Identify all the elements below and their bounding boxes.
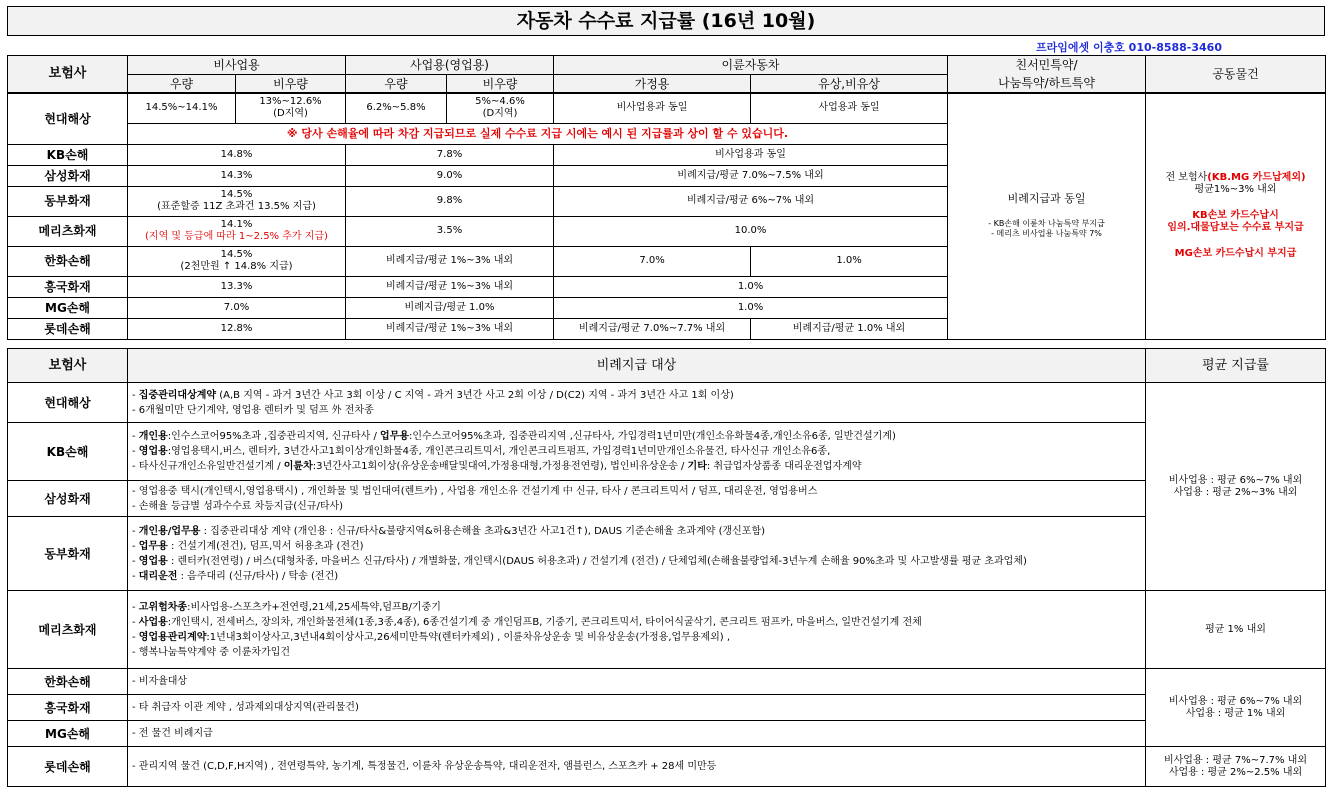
target-text: : 건설기계(전건), 덤프,믹서 허용초과 (전건) bbox=[167, 540, 364, 552]
cell: 비사업용과 동일 bbox=[554, 93, 751, 123]
target-text: : 음주대리 (신규/타사) / 탁송 (전건) bbox=[177, 570, 339, 582]
target-bold: 사업용 bbox=[138, 616, 168, 628]
header-target: 비례지급 대상 bbox=[128, 349, 1146, 383]
cell: 12.8% bbox=[128, 318, 346, 339]
cell: 1.0% bbox=[554, 297, 948, 318]
insurer-name: 롯데손해 bbox=[8, 747, 128, 787]
special-cell bbox=[948, 93, 1146, 339]
cell: 비례지급/평균 7.0%~7.7% 내외 bbox=[554, 318, 751, 339]
insurer-name: 삼성화재 bbox=[8, 165, 128, 186]
target-cell: - 비자율대상 bbox=[128, 669, 1146, 695]
insurer-name: 삼성화재 bbox=[8, 481, 128, 517]
target-text: 비자율대상 bbox=[138, 676, 188, 687]
target-text: : 취급업자상품종 대리운전업자계약 bbox=[706, 461, 862, 472]
header-biz: 사업용(영업용) bbox=[346, 56, 554, 75]
cell: 사업용과 동일 bbox=[751, 93, 948, 123]
cell: 비례지급/평균 6%~7% 내외 bbox=[554, 186, 948, 216]
page-title: 자동차 수수료 지급률 (16년 10월) bbox=[7, 6, 1325, 36]
insurer-name: 메리츠화재 bbox=[8, 216, 128, 246]
cell bbox=[128, 216, 346, 246]
joint-text: 평균1%~3% 내외 bbox=[1194, 184, 1277, 196]
cell-line: (지역 및 등급에 따라 1~2.5% 추가 지급) bbox=[145, 231, 328, 242]
cell: 비례지급/평균 1.0% 내외 bbox=[751, 318, 948, 339]
special-main: 비례지급과 동일 bbox=[1007, 192, 1086, 206]
target-bold: 영업용관리계약 bbox=[138, 631, 207, 643]
cell: 14.8% bbox=[128, 144, 346, 165]
target-bold: 업무용 bbox=[138, 540, 168, 552]
cell: 비례지급/평균 7.0%~7.5% 내외 bbox=[554, 165, 948, 186]
sub-good: 우량 bbox=[128, 75, 236, 94]
commission-rate-table bbox=[7, 55, 1326, 340]
header-special: 친서민특약/ 나눔특약/하트특약 bbox=[948, 56, 1146, 94]
target-text: : 집중관리대상 계약 (개인용 : 신규/타사&불량지역&허용손해율 초과&3년간 사고1건↑), DAUS 기준손해율 초과계약 (갱신포함) bbox=[200, 525, 766, 537]
target-text: :1년내3회이상사고,3년내4회이상사고,26세미만특약(렌터카제외) , 이륜차유상운송 및 비유상운송(가정용,업무용제외) , bbox=[206, 631, 731, 643]
target-text: 행복나눔특약계약 중 이륜차가입건 bbox=[138, 646, 291, 658]
cell: 7.8% bbox=[346, 144, 554, 165]
proportional-payment-table bbox=[7, 348, 1326, 787]
cell: 14.3% bbox=[128, 165, 346, 186]
cell: 10.0% bbox=[554, 216, 948, 246]
target-cell: - 집중관리대상계약 (A,B 지역 - 과거 3년간 사고 3회 이상 / C 지역 - 과거 3년간 사고 2회 이상 / D(C2) 지역 - 과거 3년간 사고 1회 이상) - 6개월미만 단기계약, 영업용 렌터카 및 덤프 外 전차종 bbox=[128, 383, 1146, 423]
cell: 9.8% bbox=[346, 186, 554, 216]
cell bbox=[128, 186, 346, 216]
insurer-name: 동부화재 bbox=[8, 517, 128, 591]
target-text: 관리지역 물건 (C,D,F,H지역) , 전연령특약, 농기계, 특정물건, 이륜차 유상운송특약, 대리운전자, 앰블런스, 스포츠카 + 28세 미만등 bbox=[138, 761, 717, 772]
header-nonbiz: 비사업용 bbox=[128, 56, 346, 75]
header-insurer: 보험사 bbox=[8, 349, 128, 383]
cell: 7.0% bbox=[128, 297, 346, 318]
cell: 9.0% bbox=[346, 165, 554, 186]
target-cell: - 전 물건 비례지급 bbox=[128, 721, 1146, 747]
target-text: 영업용중 택시(개인택시,영업용택시) , 개인화물 및 법인대여(렌트카) , 사업용 개인소유 건설기계 中 신규, 타사 / 콘크리트믹서 / 덤프, 대리운전, 영업용버스 bbox=[138, 485, 818, 497]
cell: 1.0% bbox=[554, 276, 948, 297]
target-cell: - 고위험차종:비사업용-스포츠카+전연령,21세,25세특약,덤프B/기중기 - 사업용:개인택시, 전세버스, 장의차, 개인화물전체(1종,3종,4종), 6종건설기계 중 개인덤프B, 기중기, 콘크리트믹서, 타이어식굴삭기, 콘크리트 펌프카, 마을버스, 일반건설기계 전체 - 영업용관리계약:1년내3회이상사고,3년내4회이상사고,26세미만특약(렌터카제외) , 이륜차유상운송 및 비유상운송(가정용,업무용제외) , - 행복나눔특약계약 중 이륜차가입건 bbox=[128, 591, 1146, 669]
target-text: :개인택시, 전세버스, 장의차, 개인화물전체(1종,3종,4종), 6종건설기계 중 개인덤프B, 기중기, 콘크리트믹서, 타이어식굴삭기, 콘크리트 펌프카, 마을버스, 일반건설기계 전체 bbox=[167, 616, 922, 628]
insurer-name: KB손해 bbox=[8, 423, 128, 481]
joint-text: KB손보 카드수납시 bbox=[1192, 210, 1279, 222]
insurer-name: 롯데손해 bbox=[8, 318, 128, 339]
cell-line: (표준할증 11Z 초과건 13.5% 지급) bbox=[157, 201, 316, 212]
cell-line: (D지역) bbox=[482, 108, 518, 120]
target-text: 전 물건 비례지급 bbox=[138, 728, 213, 739]
target-text: :영업용택시,버스, 렌터카, 3년간사고1회이상개인화물4종, 개인콘크리트믹서, 개인콘크리트펌프, 가입경력1년미만개인소유물건, 타사신규 개인소유6종, bbox=[167, 446, 831, 457]
cell: 13.3% bbox=[128, 276, 346, 297]
avg-text: 사업용 : 평균 1% 내외 bbox=[1185, 707, 1286, 719]
joint-cell bbox=[1146, 93, 1326, 339]
cell bbox=[447, 93, 554, 123]
header-insurer: 보험사 bbox=[8, 56, 128, 94]
avg-cell bbox=[1146, 591, 1326, 669]
target-cell: - 개인용:인수스코어95%초과 ,집중관리지역, 신규타사 / 업무용:인수스코어95%초과, 집중관리지역 ,신규타사, 가입경력1년미만(개인소유화물4종,개인소유6종, 일반건설기계) - 영업용:영업용택시,버스, 렌터카, 3년간사고1회이상개인화물4종, 개인콘크리트믹서, 개인콘크리트펌프, 가입경력1년미만개인소유물건, 타사신규 개인소유6종, - 타사신규개인소유일반건설기계 / 이륜차:3년간사고1회이상(유상운송배달및대여,가정용대형,가정용전연령), 법인비유상운송 / 기타: 취급업자상품종 대리운전업자계약 bbox=[128, 423, 1146, 481]
target-cell: - 영업용중 택시(개인택시,영업용택시) , 개인화물 및 법인대여(렌트카) , 사업용 개인소유 건설기계 中 신규, 타사 / 콘크리트믹서 / 덤프, 대리운전, 영업용버스 - 손해율 등급별 성과수수료 차등지급(신규/타사) bbox=[128, 481, 1146, 517]
target-bold: 대리운전 bbox=[138, 570, 178, 582]
joint-text: MG손보 카드수납시 부지급 bbox=[1174, 248, 1297, 260]
cell: 비례지급/평균 1%~3% 내외 bbox=[346, 246, 554, 276]
cell: 3.5% bbox=[346, 216, 554, 246]
target-bold: 업무용 bbox=[380, 431, 410, 442]
target-cell: - 타 취급자 이관 계약 , 성과제외대상지역(관리물건) bbox=[128, 695, 1146, 721]
avg-text: 평균 1% 내외 bbox=[1205, 623, 1266, 635]
special-note: - 메리츠 비사업용 나눔특약 7% bbox=[991, 229, 1102, 239]
header-twowheel: 이륜자동차 bbox=[554, 56, 948, 75]
joint-text: 임의.대물담보는 수수료 부지급 bbox=[1167, 222, 1304, 234]
cell-line: 13%~12.6% bbox=[259, 96, 322, 108]
target-text: (A,B 지역 - 과거 3년간 사고 3회 이상 / C 지역 - 과거 3년간 사고 2회 이상 / D(C2) 지역 - 과거 3년간 사고 1회 이상) bbox=[216, 389, 734, 401]
joint-text: (KB.MG 카드납제외) bbox=[1207, 172, 1306, 184]
target-bold: 고위험차종 bbox=[138, 601, 188, 613]
target-text: 타 취급자 이관 계약 , 성과제외대상지역(관리물건) bbox=[138, 702, 359, 713]
cell: 비사업용과 동일 bbox=[554, 144, 948, 165]
insurer-name: MG손해 bbox=[8, 721, 128, 747]
cell: 14.5%~14.1% bbox=[128, 93, 236, 123]
insurer-name: 흥국화재 bbox=[8, 276, 128, 297]
cell: 비례지급/평균 1%~3% 내외 bbox=[346, 318, 554, 339]
target-text: :인수스코어95%초과 ,집중관리지역, 신규타사 / bbox=[167, 431, 381, 442]
insurer-name: 동부화재 bbox=[8, 186, 128, 216]
target-text: :비사업용-스포츠카+전연령,21세,25세특약,덤프B/기중기 bbox=[187, 601, 441, 613]
target-bold: 기타 bbox=[687, 461, 707, 472]
insurer-name: 현대해상 bbox=[8, 93, 128, 144]
insurer-name: 현대해상 bbox=[8, 383, 128, 423]
cell: 7.0% bbox=[554, 246, 751, 276]
target-bold: 개인용/업무용 bbox=[138, 525, 201, 537]
cell-line: 14.5% bbox=[220, 249, 253, 260]
target-text: :인수스코어95%초과, 집중관리지역 ,신규타사, 가입경력1년미만(개인소유화물4종,개인소유6종, 일반건설기계) bbox=[409, 431, 896, 442]
avg-cell bbox=[1146, 669, 1326, 747]
cell-line: 5%~4.6% bbox=[475, 96, 525, 108]
header-avg: 평균 지급률 bbox=[1146, 349, 1326, 383]
avg-text: 사업용 : 평균 2%~2.5% 내외 bbox=[1168, 766, 1303, 778]
joint-text: 전 보험사 bbox=[1165, 172, 1208, 184]
special-note: - KB손해 이륜차 나눔특약 부지급 bbox=[988, 219, 1105, 229]
cell-line: (2천만원 ↑ 14.8% 지급) bbox=[180, 261, 293, 272]
target-bold: 개인용 bbox=[138, 431, 168, 442]
target-bold: 영업용 bbox=[138, 555, 168, 567]
insurer-name: 흥국화재 bbox=[8, 695, 128, 721]
cell: 1.0% bbox=[751, 246, 948, 276]
cell: 6.2%~5.8% bbox=[346, 93, 447, 123]
target-bold: 영업용 bbox=[138, 446, 168, 457]
target-text: : 렌터카(전연령) / 버스(대형차종, 마을버스 신규/타사) / 개별화물, 개인택시(DAUS 허용초과) / 건설기계 (전건) / 단체업체(손해율불량업체-3년누계 손해율 90%초과 및 사고발생률 평균 초과업체) bbox=[167, 555, 1027, 567]
sub-home: 가정용 bbox=[554, 75, 751, 94]
sub-paid: 유상,비유상 bbox=[751, 75, 948, 94]
target-bold: 집중관리대상계약 bbox=[138, 389, 217, 401]
cell-line: 14.1% bbox=[220, 219, 253, 230]
sub-bad: 비우량 bbox=[236, 75, 346, 94]
cell-line: (D지역) bbox=[273, 108, 308, 120]
avg-cell bbox=[1146, 383, 1326, 591]
contact-info: 프라임에셋 이충호 010-8588-3460 bbox=[1036, 41, 1222, 54]
cell-line: 14.5% bbox=[220, 189, 253, 200]
insurer-name: KB손해 bbox=[8, 144, 128, 165]
avg-cell bbox=[1146, 747, 1326, 787]
target-text: 타사신규개인소유일반건설기계 / bbox=[138, 461, 284, 472]
cell bbox=[128, 246, 346, 276]
sub-good: 우량 bbox=[346, 75, 447, 94]
cell bbox=[236, 93, 346, 123]
cell: 비례지급/평균 1%~3% 내외 bbox=[346, 276, 554, 297]
hyundai-note: ※ 당사 손해율에 따라 차감 지급되므로 실제 수수료 지급 시에는 예시 된 지급률과 상이 할 수 있습니다. bbox=[128, 123, 948, 144]
insurer-name: 한화손해 bbox=[8, 669, 128, 695]
target-text: :3년간사고1회이상(유상운송배달및대여,가정용대형,가정용전연령), 법인비유상운송 / bbox=[312, 461, 688, 472]
target-cell: - 관리지역 물건 (C,D,F,H지역) , 전연령특약, 농기계, 특정물건, 이륜차 유상운송특약, 대리운전자, 앰블런스, 스포츠카 + 28세 미만등 bbox=[128, 747, 1146, 787]
insurer-name: 한화손해 bbox=[8, 246, 128, 276]
target-text: 손해율 등급별 성과수수료 차등지급(신규/타사) bbox=[138, 500, 344, 512]
target-cell: - 개인용/업무용 : 집중관리대상 계약 (개인용 : 신규/타사&불량지역&허용손해율 초과&3년간 사고1건↑), DAUS 기준손해율 초과계약 (갱신포함) - 업무용 : 건설기계(전건), 덤프,믹서 허용초과 (전건) - 영업용 : 렌터카(전연령) / 버스(대형차종, 마을버스 신규/타사) / 개별화물, 개인택시(DAUS 허용초과) / 건설기계 (전건) / 단체업체(손해율불량업체-3년누계 손해율 90%초과 및 사고발생률 평균 초과업체) - 대리운전 : 음주대리 (신규/타사) / 탁송 (전건) bbox=[128, 517, 1146, 591]
insurer-name: MG손해 bbox=[8, 297, 128, 318]
cell: 비례지급/평균 1.0% bbox=[346, 297, 554, 318]
insurer-name: 메리츠화재 bbox=[8, 591, 128, 669]
sub-bad: 비우량 bbox=[447, 75, 554, 94]
avg-text: 사업용 : 평균 2%~3% 내외 bbox=[1173, 486, 1298, 498]
avg-text: 비사업용 : 평균 7%~7.7% 내외 bbox=[1163, 754, 1307, 766]
target-text: 6개월미만 단기계약, 영업용 렌터카 및 덤프 外 전차종 bbox=[138, 404, 374, 416]
header-joint: 공동물건 bbox=[1146, 56, 1326, 94]
target-bold: 이륜차 bbox=[283, 461, 313, 472]
avg-text: 비사업용 : 평균 6%~7% 내외 bbox=[1168, 474, 1303, 486]
avg-text: 비사업용 : 평균 6%~7% 내외 bbox=[1168, 695, 1303, 707]
